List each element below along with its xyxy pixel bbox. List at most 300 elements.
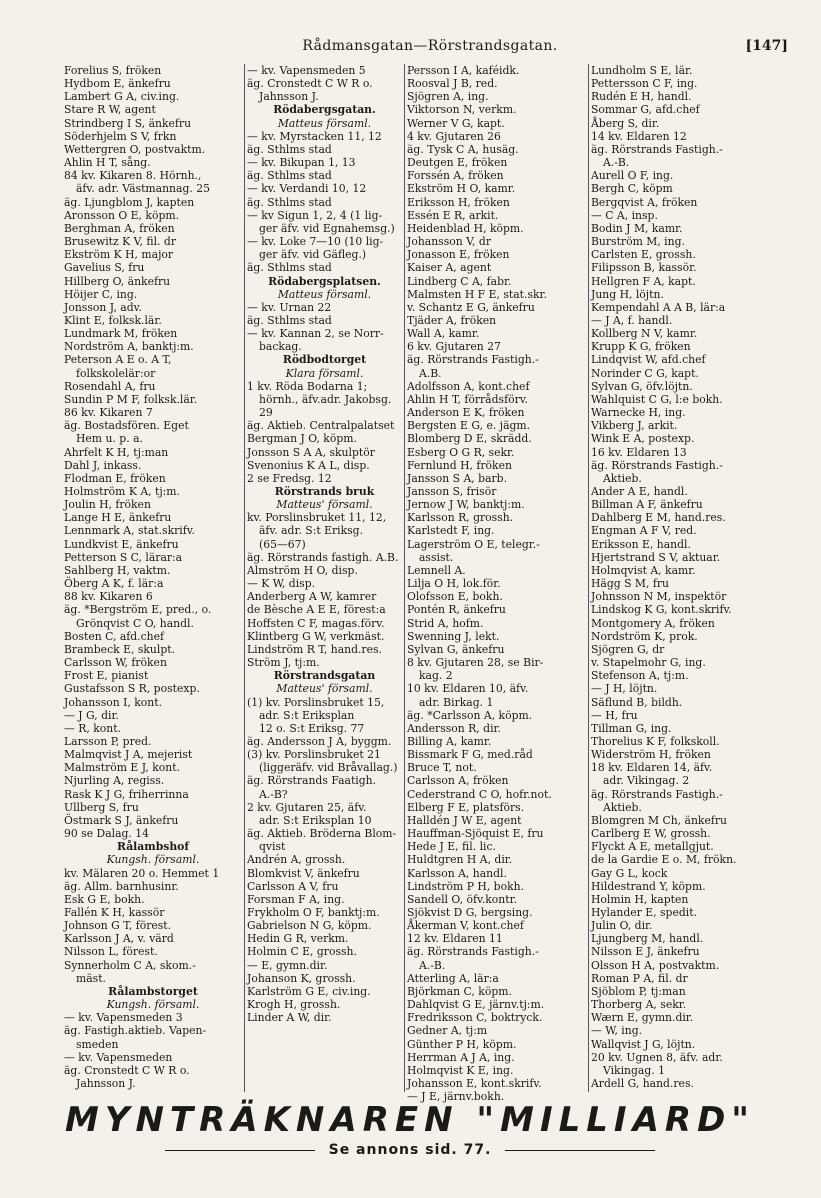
directory-entry: Thorberg A, sekr.: [591, 998, 687, 1012]
directory-entry: — kv. Vapensmeden: [64, 1050, 173, 1064]
directory-entry: Essén E R, arkit.: [407, 208, 499, 222]
directory-entry: äg. Cronstedt C W R o.: [247, 77, 373, 91]
directory-entry: Hillberg O, änkefru: [64, 274, 171, 288]
directory-entry: Cederstrand C O, hofr.not.: [407, 787, 552, 801]
directory-entry: Ullberg S, fru: [64, 800, 139, 814]
directory-entry: Ekström H O, kamr.: [407, 182, 516, 196]
directory-entry: A.-B.: [603, 156, 630, 170]
directory-entry: 84 kv. Kikaren 8. Hörnh.,: [64, 169, 202, 183]
directory-entry: — kv. Verdandi 10, 12: [247, 182, 367, 196]
directory-entry: Jung H, löjtn.: [591, 287, 664, 301]
directory-entry: — W, ing.: [591, 1024, 643, 1038]
directory-entry: 88 kv. Kikaren 6: [64, 590, 153, 604]
directory-entry: Carlsson A V, fru: [247, 879, 339, 893]
directory-entry: 20 kv. Ugnen 8, äfv. adr.: [591, 1050, 723, 1064]
parish-label: Matteus' församl.: [276, 682, 373, 696]
directory-entry: Hauffman-Sjöquist E, fru: [407, 827, 544, 841]
directory-entry: Forssén A, fröken: [407, 169, 504, 183]
directory-entry: Esk G E, bokh.: [64, 892, 145, 906]
directory-entry: Lemnell A.: [407, 563, 466, 577]
street-heading: Rörstrands bruk: [274, 485, 375, 498]
directory-entry: Sjögren G, dr: [591, 642, 665, 656]
directory-entry: Anderson E K, fröken: [407, 406, 525, 420]
directory-entry: äg. Fastigh.aktieb. Vapen-: [64, 1024, 207, 1038]
directory-entry: Bissmark F G, med.råd: [407, 748, 533, 762]
directory-entry: Aronsson O E, köpm.: [64, 208, 180, 222]
directory-entry: A.-B.: [419, 958, 446, 972]
directory-entry: Swenning J, lekt.: [407, 629, 500, 643]
directory-entry: Berghman A, fröken: [64, 221, 175, 235]
directory-entry: mäst.: [76, 971, 106, 985]
directory-entry: Ahlin H T, förrådsförv.: [407, 392, 528, 406]
directory-entry: Lundholm S E, lär.: [591, 64, 693, 77]
directory-entry: v. Schantz E G, änkefru: [407, 300, 535, 314]
directory-entry: Lindström P H, bokh.: [407, 879, 525, 893]
directory-entry: Widerström H, fröken: [591, 748, 711, 762]
directory-entry: Sundin P M F, folksk.lär.: [64, 392, 198, 406]
directory-entry: Nilsson E J, änkefru: [591, 945, 700, 959]
directory-entry: Deutgen E, fröken: [407, 156, 508, 170]
directory-entry: äg. Rörstrands Fastigh.-: [591, 787, 723, 801]
directory-entry: äfv. adr. Västmannag. 25: [76, 182, 210, 196]
directory-entry: Persson I A, kaféidk.: [407, 64, 520, 77]
directory-entry: Aktieb.: [603, 800, 642, 814]
parish-label: Matteus' församl.: [276, 498, 373, 512]
directory-entry: 29: [259, 406, 273, 420]
directory-entry: Vikingag. 1: [603, 1063, 666, 1077]
directory-entry: Sylvan G, änkefru: [407, 642, 505, 656]
directory-entry: äg. Aktieb. Bröderna Blom-: [247, 827, 397, 841]
directory-entry: Ahlin H T, sång.: [64, 156, 151, 170]
street-heading: Rörstrandsgatan: [273, 669, 376, 683]
directory-entry: äg. Rörstrands fastigh. A.B.: [247, 550, 399, 564]
directory-entry: — J E, järnv.bokh.: [407, 1090, 505, 1104]
directory-entry: Malmström E J, kont.: [64, 761, 181, 775]
directory-entry: Thorelius K F, folkskoll.: [591, 734, 720, 748]
directory-entry: Aktieb.: [603, 471, 642, 485]
directory-entry: äg. Rörstrands Fastigh.-: [591, 458, 723, 472]
street-heading: Rödbodtorget: [282, 353, 367, 367]
directory-entry: Johnsson N M, inspektör: [591, 590, 727, 604]
directory-entry: Julin O, dir.: [591, 919, 653, 933]
directory-entry: Elberg F E, platsförs.: [407, 800, 525, 814]
directory-entry: Engman A F V, red.: [591, 524, 697, 538]
street-heading: Rålambstorget: [108, 984, 198, 998]
column-2: [244, 64, 404, 1092]
directory-entry: — K W, disp.: [247, 577, 316, 591]
directory-entry: hörnh., äfv.adr. Jakobsg.: [259, 392, 392, 406]
directory-entry: Wall A, kamr.: [407, 327, 480, 341]
directory-entry: A.B.: [419, 366, 442, 380]
directory-entry: Åberg S, dir.: [591, 116, 660, 130]
directory-entry: Malmqvist J A, mejerist: [64, 748, 193, 762]
directory-entry: 2 se Fredsg. 12: [247, 471, 332, 485]
directory-entry: Holmqvist A, kamr.: [591, 563, 696, 577]
directory-entry: Dahlberg E M, hand.res.: [591, 511, 726, 525]
directory-entry: Karlström G E, civ.ing.: [247, 984, 371, 998]
directory-entry: ger äfv. vid Egnahemsg.): [259, 221, 395, 235]
directory-entry: äg. Sthlms stad: [247, 142, 332, 156]
directory-entry: — H, fru: [591, 708, 638, 722]
directory-entry: Eriksson E, handl.: [591, 537, 691, 551]
directory-entry: Brambeck E, skulpt.: [64, 642, 176, 656]
directory-entry: äg. Rörstrands Fastigh.-: [407, 945, 539, 959]
directory-entry: Johansson E, kont.skrifv.: [407, 1077, 542, 1091]
directory-entry: Jonsson J, adv.: [64, 300, 142, 314]
directory-entry: äg. Aktieb. Centralpalatset: [247, 419, 395, 433]
directory-entry: Hägg S M, fru: [591, 577, 669, 591]
directory-entry: Jansson S, frisör: [407, 485, 497, 498]
directory-entry: Ekström K H, major: [64, 248, 174, 262]
directory-entry: — kv. Kannan 2, se Norr-: [247, 327, 384, 341]
directory-entry: Holmström K A, tj:m.: [64, 485, 180, 498]
directory-entry: äg. Sthlms stad: [247, 313, 332, 327]
directory-entry: de la Gardie E o. M, frökn.: [591, 853, 737, 867]
directory-entry: (3) kv. Porslinsbruket 21: [247, 748, 381, 762]
directory-entry: Ljungberg M, handl.: [591, 932, 704, 946]
directory-entry: Lagerström O E, telegr.-: [407, 537, 540, 551]
directory-entry: — J A, f. handl.: [591, 313, 673, 327]
directory-entry: Flodman E, fröken: [64, 471, 166, 485]
directory-entry: Hellgren F A, kapt.: [591, 274, 696, 288]
directory-entry: Nilsson L, förest.: [64, 945, 158, 959]
directory-entry: Söderhjelm S V, frkn: [64, 129, 177, 143]
directory-entry: Blomgren M Ch, änkefru: [591, 813, 727, 827]
directory-entry: (liggeräfv. vid Bråvallag.): [259, 761, 398, 775]
directory-entry: Carlsson A, fröken: [407, 774, 509, 788]
directory-entry: Lindström R T, hand.res.: [247, 642, 382, 656]
directory-entry: Rosendahl A, fru: [64, 379, 156, 393]
directory-entry: Halldén J W E, agent: [407, 813, 522, 827]
directory-entry: 18 kv. Eldaren 14, äfv.: [591, 761, 713, 775]
directory-entry: 8 kv. Gjutaren 28, se Bir-: [407, 656, 544, 670]
directory-entry: Frykholm O F, banktj:m.: [247, 906, 380, 919]
directory-entry: Lundkvist E, änkefru: [64, 537, 179, 551]
directory-entry: Hedin G R, verkm.: [247, 932, 349, 946]
directory-entry: äg. Tysk C A, husäg.: [407, 142, 519, 156]
directory-entry: — C A, insp.: [591, 208, 658, 222]
directory-entry: Petterson S C, lärar:a: [64, 550, 183, 564]
directory-entry: Viktorson N, verkm.: [407, 103, 517, 117]
directory-entry: äg. Andersson J A, byggm.: [247, 734, 392, 748]
directory-entry: Rask K J G, friherrinna: [64, 787, 189, 801]
ad-brand: MYNTRÄKNAREN "MILLIARD": [64, 1100, 756, 1140]
directory-entry: Jonasson E, fröken: [407, 248, 510, 262]
directory-entry: Jernow J W, banktj:m.: [407, 498, 525, 512]
directory-entry: Krogh H, grossh.: [247, 998, 341, 1012]
parish-label: Matteus församl.: [277, 116, 372, 130]
directory-entry: Njurling A, regiss.: [64, 774, 165, 788]
directory-entry: Klint E, folksk.lär.: [64, 313, 162, 327]
directory-entry: Wallqvist J G, löjtn.: [591, 1037, 696, 1051]
directory-entry: Jansson S A, barb.: [407, 471, 508, 485]
directory-entry: Rudén E H, handl.: [591, 90, 692, 104]
directory-entry: Carlsten E, grossh.: [591, 248, 696, 262]
directory-entry: Norinder C G, kapt.: [591, 366, 699, 380]
directory-entry: Jahnsson J.: [76, 1077, 136, 1091]
directory-entry: Herrman A J A, ing.: [407, 1050, 515, 1064]
directory-entry: kag. 2: [419, 669, 453, 683]
directory-entry: Holmin C E, grossh.: [247, 945, 357, 959]
directory-entry: Andersson R, dir.: [407, 721, 501, 735]
ad-rule-left: [165, 1150, 315, 1151]
directory-entry: Ström J, tj:m.: [247, 656, 320, 670]
directory-entry: Fredriksson C, boktryck.: [407, 1011, 543, 1025]
directory-entry: — J G, dir.: [64, 708, 119, 722]
street-heading: Rålambshof: [116, 840, 190, 854]
directory-columns: [62, 64, 800, 1104]
directory-entry: Burström M, ing.: [591, 235, 685, 249]
directory-entry: Adolfsson A, kont.chef: [407, 379, 530, 393]
directory-entry: Lindqvist W, afd.chef: [591, 353, 706, 367]
directory-entry: Heidenblad H, köpm.: [407, 221, 524, 235]
directory-entry: Almström H O, disp.: [247, 563, 358, 577]
directory-entry: Nordström K, prok.: [591, 629, 698, 643]
directory-entry: Sjökvist D G, bergsing.: [407, 906, 533, 919]
directory-entry: Bergqvist A, fröken: [591, 195, 698, 209]
directory-entry: — kv. Vapensmeden 3: [64, 1011, 183, 1025]
directory-entry: Blomberg D E, skrädd.: [407, 432, 532, 446]
directory-entry: Johnson G T, förest.: [64, 919, 172, 933]
directory-entry: äg. *Bergström E, pred., o.: [64, 603, 212, 617]
ad-rule-right: [505, 1150, 655, 1151]
directory-entry: — kv. Bikupan 1, 13: [247, 156, 356, 170]
directory-entry: Gedner A, tj:m: [407, 1024, 488, 1038]
directory-entry: äg. Rörstrands Fastigh.-: [407, 353, 539, 367]
directory-entry: Hydbom E, änkefru: [64, 77, 171, 91]
directory-entry: assist.: [419, 550, 454, 564]
directory-entry: — R, kont.: [64, 721, 121, 735]
directory-entry: Hoffsten C F, magas.förv.: [247, 616, 385, 630]
directory-entry: folkskolelär:or: [76, 366, 156, 380]
directory-entry: Carlberg E W, grossh.: [591, 827, 711, 841]
directory-entry: Roman P A, fil. dr: [591, 971, 688, 985]
advertisement: [40, 1100, 780, 1158]
directory-entry: Bosten C, afd.chef: [64, 629, 164, 643]
directory-entry: — E, gymn.dir.: [247, 958, 328, 972]
directory-entry: Lambert G A, civ.ing.: [64, 90, 180, 104]
parish-label: Kungsh. församl.: [106, 853, 200, 867]
directory-entry: Aurell O F, ing.: [591, 169, 674, 183]
directory-entry: Strindberg I S, änkefru: [64, 116, 192, 130]
directory-entry: Wærn E, gymn.dir.: [591, 1011, 694, 1025]
directory-entry: 86 kv. Kikaren 7: [64, 406, 153, 420]
directory-entry: äg. Rörstrands Fastigh.-: [591, 142, 723, 156]
directory-entry: 10 kv. Eldaren 10, äfv.: [407, 682, 529, 696]
directory-entry: smeden: [76, 1037, 119, 1051]
street-heading: Rödabergsgatan.: [273, 103, 376, 117]
directory-entry: Fallén K H, kassör: [64, 906, 165, 919]
column-3: [404, 64, 588, 1104]
directory-entry: A.-B?: [259, 787, 288, 801]
directory-entry: Karlsson R, grossh.: [407, 511, 514, 525]
directory-entry: Karlstedt F, ing.: [407, 524, 495, 538]
directory-entry: 90 se Dalag. 14: [64, 827, 150, 841]
directory-entry: Wettergren O, postvaktm.: [64, 142, 206, 156]
directory-entry: äg. Sthlms stad: [247, 195, 332, 209]
directory-entry: Sandell O, öfv.kontr.: [407, 892, 517, 906]
directory-entry: Atterling A, lär:a: [407, 971, 499, 985]
directory-entry: (1) kv. Porslinsbruket 15,: [247, 695, 385, 709]
page-number: [147]: [745, 38, 788, 54]
directory-entry: Esberg O G R, sekr.: [407, 445, 515, 459]
directory-entry: Jonsson S A A, skulptör: [247, 445, 375, 459]
directory-entry: Lange H E, änkefru: [64, 511, 172, 525]
directory-entry: äg. *Carlsson A, köpm.: [407, 708, 533, 722]
directory-entry: Svenonius K A L, disp.: [247, 458, 370, 472]
directory-entry: 12 kv. Eldaren 11: [407, 932, 503, 946]
directory-entry: Larsson P, pred.: [64, 734, 152, 748]
directory-entry: Stare R W, agent: [64, 103, 156, 117]
directory-entry: Hildestrand Y, köpm.: [591, 879, 706, 893]
parish-label: Kungsh. församl.: [106, 998, 200, 1012]
street-heading: Rödabergsplatsen.: [268, 274, 381, 288]
directory-entry: Wink E A, postexp.: [591, 432, 695, 446]
directory-entry: Joulin H, fröken: [64, 498, 151, 512]
directory-entry: — kv. Loke 7—10 (10 lig-: [247, 235, 384, 249]
directory-entry: Synnerholm C A, skom.-: [64, 958, 196, 972]
directory-entry: Billing A, kamr.: [407, 734, 492, 748]
directory-entry: — kv. Vapensmeden 5: [247, 64, 366, 77]
page-header: [60, 38, 800, 58]
directory-entry: adr. S:t Eriksplan: [259, 708, 355, 722]
directory-entry: — kv Sigun 1, 2, 4 (1 lig-: [247, 208, 383, 222]
directory-entry: Lennmark A, stat.skrifv.: [64, 524, 195, 538]
directory-entry: adr. S:t Eriksplan 10: [259, 813, 372, 827]
directory-entry: Andrén A, grossh.: [247, 853, 346, 867]
directory-entry: 4 kv. Gjutaren 26: [407, 129, 501, 143]
directory-entry: ger äfv. vid Gäfleg.): [259, 248, 367, 262]
directory-entry: v. Stapelmohr G, ing.: [591, 656, 706, 670]
directory-entry: — kv. Urnan 22: [247, 300, 332, 314]
directory-entry: Bergh C, köpm: [591, 182, 673, 196]
directory-entry: Frost E, pianist: [64, 669, 149, 683]
directory-entry: Olsson H A, postvaktm.: [591, 958, 720, 972]
directory-entry: Wahlquist C G, l:e bokh.: [591, 392, 723, 406]
directory-entry: äg. Sthlms stad: [247, 261, 332, 275]
directory-entry: Günther P H, köpm.: [407, 1037, 517, 1051]
directory-entry: Tjäder A, fröken: [407, 313, 497, 327]
directory-entry: Lindberg C A, fabr.: [407, 274, 512, 288]
directory-entry: Lilja O H, lok.för.: [407, 577, 501, 591]
directory-entry: 12 o. S:t Eriksg. 77: [259, 721, 365, 735]
directory-entry: Forsman F A, ing.: [247, 892, 345, 906]
directory-entry: kv. Porslinsbruket 11, 12,: [247, 511, 387, 525]
ad-note: Se annons sid. 77.: [328, 1142, 492, 1158]
column-4: [588, 64, 800, 1092]
directory-entry: Carlsson W, fröken: [64, 656, 167, 670]
directory-entry: Björkman C, köpm.: [407, 984, 512, 998]
column-1: [62, 64, 244, 1092]
directory-entry: Sjöblom P, tj:man: [591, 984, 686, 998]
directory-entry: Gabrielson N G, köpm.: [247, 919, 372, 933]
directory-entry: 6 kv. Gjutaren 27: [407, 340, 501, 354]
directory-entry: Fernlund H, fröken: [407, 458, 512, 472]
directory-entry: 2 kv. Gjutaren 25, äfv.: [247, 800, 367, 814]
directory-entry: Johansson V, dr: [407, 235, 491, 249]
directory-entry: 16 kv. Eldaren 13: [591, 445, 687, 459]
directory-entry: Kollberg N V, kamr.: [591, 327, 698, 341]
directory-entry: Karlsson J A, v. värd: [64, 932, 174, 946]
directory-entry: Klintberg G W, verkmäst.: [247, 629, 385, 643]
directory-entry: Sylvan G, öfv.löjtn.: [591, 379, 693, 393]
directory-entry: Bergman J O, köpm.: [247, 432, 357, 446]
directory-entry: Lundmark M, fröken: [64, 327, 178, 341]
directory-entry: Grönqvist C O, handl.: [76, 616, 194, 630]
directory-entry: backag.: [259, 340, 302, 354]
directory-entry: Anderberg A W, kamrer: [247, 590, 377, 604]
directory-entry: Gavelius S, fru: [64, 261, 145, 275]
directory-entry: Malmsten H F E, stat.skr.: [407, 287, 547, 301]
directory-entry: Åkerman V, kont.chef: [407, 919, 524, 933]
parish-label: Klara församl.: [285, 366, 364, 380]
directory-entry: adr. Vikingag. 2: [603, 774, 690, 788]
directory-entry: äg. Allm. barnhusinr.: [64, 879, 179, 893]
directory-entry: Linder A W, dir.: [247, 1011, 332, 1025]
directory-entry: Johanson K, grossh.: [247, 971, 356, 985]
directory-entry: äfv. adr. S:t Eriksg.: [259, 524, 364, 538]
directory-entry: Lindskog K G, kont.skrifv.: [591, 603, 732, 617]
directory-entry: — J H, löjtn.: [591, 682, 658, 696]
directory-entry: Östmark S J, änkefru: [64, 813, 179, 827]
directory-entry: Öberg A K, f. lär:a: [64, 577, 164, 591]
directory-entry: Hylander E, spedit.: [591, 906, 697, 919]
directory-entry: Warnecke H, ing.: [591, 406, 686, 420]
directory-entry: Strid A, hofm.: [407, 616, 484, 630]
directory-entry: Nordström A, banktj:m.: [64, 340, 194, 354]
directory-entry: Ahrfelt K H, tj:man: [64, 445, 169, 459]
directory-entry: Johansson I, kont.: [64, 695, 163, 709]
directory-entry: Pettersson C F, ing.: [591, 77, 698, 91]
directory-entry: Sjögren A, ing.: [407, 90, 489, 104]
directory-entry: de Bèsche A E E, förest:a: [247, 603, 386, 617]
directory-entry: Tillman G, ing.: [591, 721, 672, 735]
page-title: Rådmansgatan—Rörstrandsgatan.: [302, 38, 558, 54]
directory-entry: Gustafsson S R, postexp.: [64, 682, 200, 696]
directory-entry: Hem u. p. a.: [76, 432, 143, 446]
directory-entry: Werner V G, kapt.: [407, 116, 505, 130]
directory-entry: Karlsson A, handl.: [407, 866, 507, 880]
directory-entry: 1 kv. Röda Bodarna 1;: [247, 379, 368, 393]
directory-entry: (65—67): [259, 537, 306, 551]
directory-entry: Krupp K G, fröken: [591, 340, 691, 354]
ad-subline: [40, 1142, 780, 1158]
directory-entry: Eriksson H, fröken: [407, 195, 510, 209]
directory-entry: Bruce T, not.: [407, 761, 477, 775]
directory-entry: äg. Ljungblom J, kapten: [64, 195, 195, 209]
directory-entry: Kaiser A, agent: [407, 261, 492, 275]
directory-entry: Hjertstrand S V, aktuar.: [591, 550, 721, 564]
directory-entry: Filipsson B, kassör.: [591, 261, 697, 275]
directory-entry: Bergsten E G, e. jägm.: [407, 419, 531, 433]
directory-entry: Blomkvist V, änkefru: [247, 866, 360, 880]
directory-entry: Jahnsson J.: [259, 90, 319, 104]
directory-entry: Montgomery A, fröken: [591, 616, 715, 630]
directory-entry: Kempendahl A A B, lär:a: [591, 300, 726, 314]
directory-entry: Pontén R, änkefru: [407, 603, 506, 617]
directory-entry: äg. Bostadsfören. Eget: [64, 419, 189, 433]
directory-entry: Roosval J B, red.: [407, 77, 498, 91]
directory-entry: — kv. Myrstacken 11, 12: [247, 129, 382, 143]
directory-entry: Forelius S, fröken: [64, 64, 162, 77]
directory-entry: Höijer C, ing.: [64, 287, 138, 301]
directory-entry: Ander A E, handl.: [591, 485, 688, 498]
directory-entry: Gay G L, kock: [591, 866, 668, 880]
directory-entry: Ardell G, hand.res.: [591, 1077, 694, 1091]
directory-entry: Holmin H, kapten: [591, 892, 689, 906]
directory-entry: Säflund B, bildh.: [591, 695, 683, 709]
parish-label: Matteus församl.: [277, 287, 372, 301]
